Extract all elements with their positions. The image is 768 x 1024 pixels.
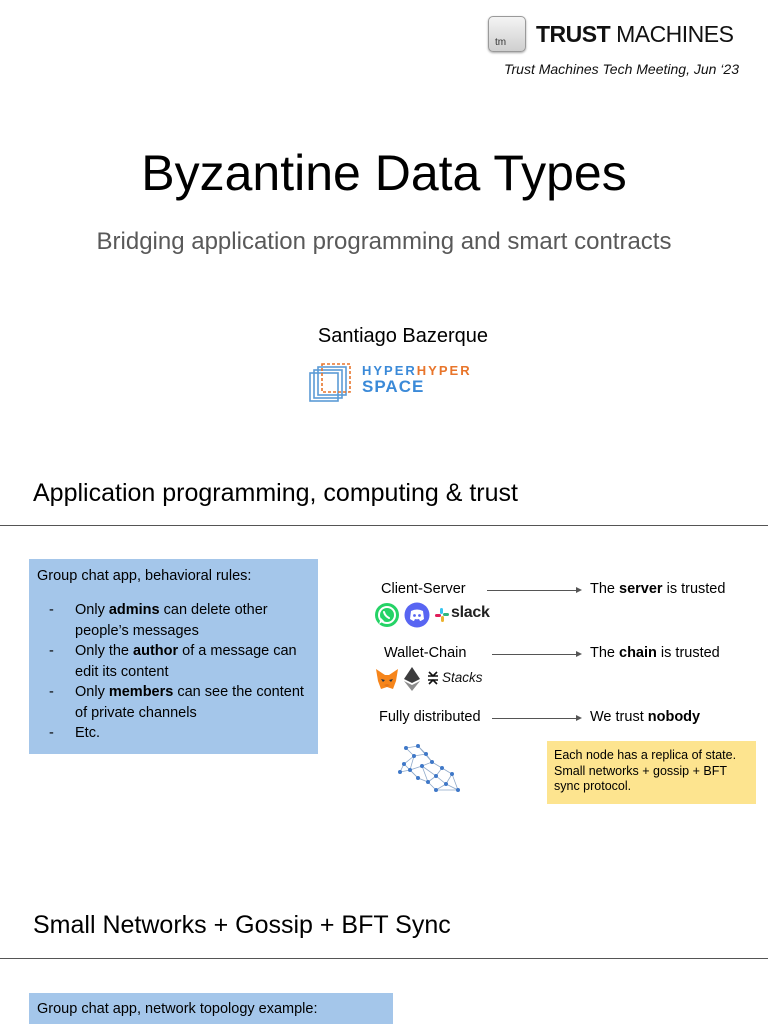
rule-text: Only [75,684,109,700]
trust-keyword: nobody [647,709,701,725]
slack-wordmark: slack [451,604,490,621]
logo-text-top [362,363,472,378]
rule-text: Etc. [75,725,100,741]
stacks-icon [426,671,440,685]
logo-word-2: HYPER [416,363,472,378]
trust-keyword: server [619,581,663,597]
brand-name [536,21,733,48]
ethereum-icon [403,666,421,692]
note-line: Small networks + gossip + BFT [554,763,727,778]
model-label-wallet-chain: Wallet-Chain [384,645,467,661]
rule-text: of private channels [75,704,197,721]
whatsapp-icon [374,602,400,628]
rule-text: can delete other [159,602,268,618]
slack-icon [434,607,450,623]
metamask-icon [374,667,400,691]
rule-text: edit its content [75,663,169,680]
discord-icon [404,602,430,628]
rules-list [37,600,310,744]
rule-text: can see the content [173,684,304,700]
rule-keyword: members [108,684,174,700]
note-line: sync protocol. [554,779,632,793]
model-label-client-server: Client-Server [381,581,466,597]
rule-item-author [37,641,310,682]
trust-text-pre: We trust [590,709,648,725]
trust-text-pre: The [590,581,620,597]
meeting-caption: Trust Machines Tech Meeting, Jun ‘23 [503,61,739,77]
stacks-wordmark: Stacks [442,670,483,685]
rule-text: people’s messages [75,622,199,639]
rule-item-members [37,682,310,723]
topology-box-title: Group chat app, network topology example: [37,1001,318,1017]
tm-key-icon [488,16,526,52]
rules-box-title: Group chat app, behavioral rules: [37,568,252,584]
arrow-client-server [487,590,580,591]
rule-item-etc [37,723,310,744]
trust-keyword: chain [619,645,657,661]
network-graph-icon [396,742,466,798]
rule-text: Only the [75,643,134,659]
hyperhyperspace-logo [308,361,488,405]
arrow-fully-distributed [492,718,580,719]
note-line: Each node has a replica of state. [554,748,737,762]
title-slide [0,0,768,450]
topology-box [29,993,393,1024]
trust-text-post: is trusted [656,645,720,661]
logo-word-1: HYPER [362,363,417,378]
trust-machines-logo [488,16,733,52]
rule-keyword: admins [108,602,160,618]
rule-item-admins [37,600,310,641]
trust-client-server [590,581,725,597]
slide2-divider [0,525,768,526]
slide-title: Byzantine Data Types [141,145,627,201]
trust-fully-distributed [590,709,700,725]
rule-text: of a message can [178,643,297,659]
rule-keyword: author [133,643,179,659]
author-name: Santiago Bazerque [317,325,489,347]
arrow-wallet-chain [492,654,580,655]
slide3-heading: Small Networks + Gossip + BFT Sync [33,911,451,939]
behavioral-rules-box [29,559,318,754]
trust-wallet-chain [590,645,720,661]
replica-note [547,741,756,804]
model-label-fully-distributed: Fully distributed [379,709,481,725]
stacked-squares-icon [308,361,356,405]
slide3-divider [0,958,768,959]
trust-text-post: is trusted [662,581,726,597]
brand-name-light: MACHINES [616,20,734,47]
slide2-heading: Application programming, computing & trust [33,479,518,507]
brand-name-bold: TRUST [536,20,611,47]
slide-subtitle: Bridging application programming and smart contracts [96,228,672,255]
trust-text-pre: The [590,645,620,661]
rule-text: Only [75,602,109,618]
logo-word-3: SPACE [362,377,425,396]
tm-key-label: tm [495,37,507,48]
